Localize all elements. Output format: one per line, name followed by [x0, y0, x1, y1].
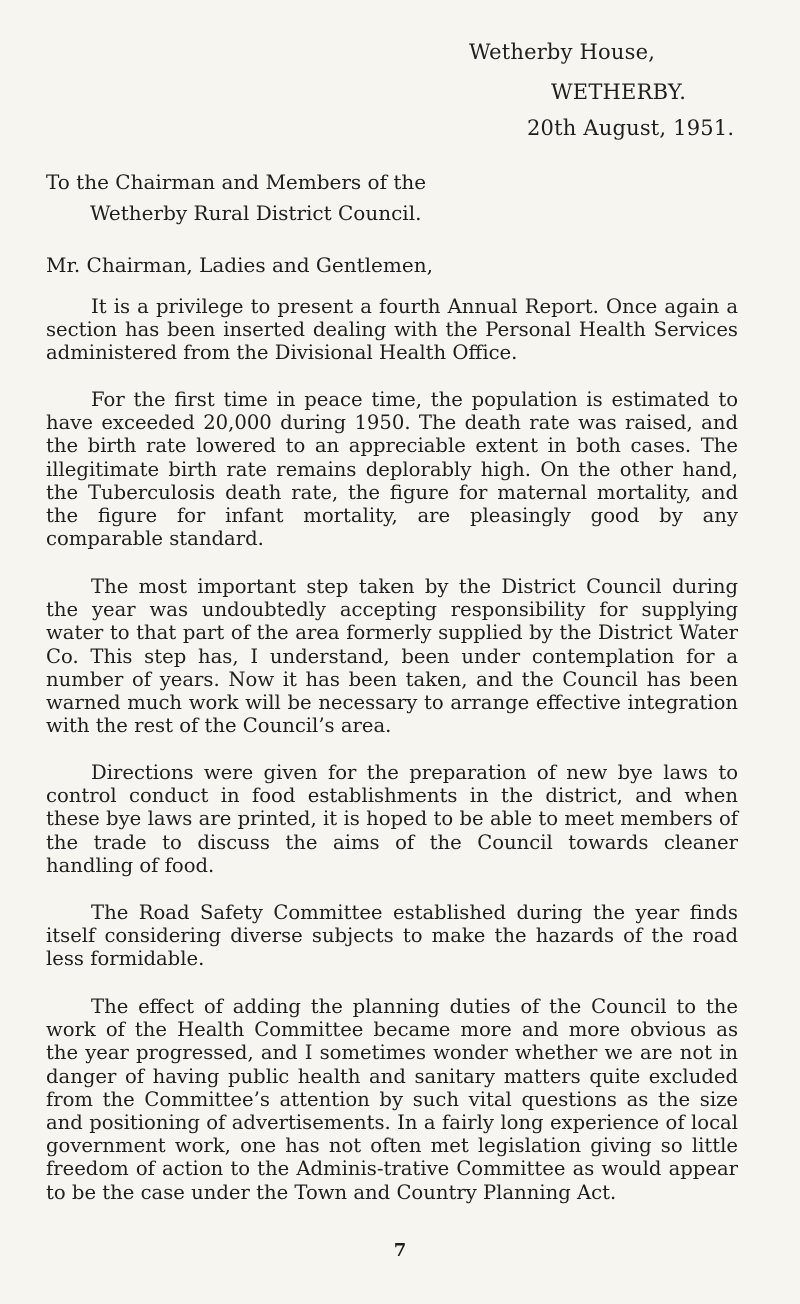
paragraph-3: The most important step taken by the District Council during the year was undoubtedly accepting responsibility for supplying water to that part of the area formerly supplied by the District Water Co. This step has, I understand, been under contemplation for a number of years. Now it has been taken, and the Council has been warned much work will be necessary to arrange effective integration with the rest of the Council’s area. — [46, 575, 738, 738]
paragraph-6: The effect of adding the planning duties of the Council to the work of the Health Committee became more and more obvious as the year progressed, and I sometimes wonder whether we are not in danger of having public health and sanitary matters quite excluded from the Committee’s attention by such vital questions as the size and positioning of advertisements. In a fairly long experience of local government work, one has not often met legislation giving so little freedom of action to the Adminis-trative Committee as would appear to be the case under the Town and Country Planning Act. — [46, 995, 738, 1204]
paragraph-4: Directions were given for the preparation of new bye laws to control conduct in food establishments in the district, and when these bye laws are printed, it is hoped to be able to meet members of the trade to discuss the aims of the Council towards cleaner handling of food. — [46, 761, 738, 877]
address-line-1: Wetherby House, — [469, 40, 656, 64]
paragraph-1: It is a privilege to present a fourth Annual Report. Once again a section has been inserted dealing with the Personal Health Services administered from the Divisional Health Office. — [46, 295, 738, 365]
greeting: Mr. Chairman, Ladies and Gentlemen, — [46, 253, 433, 277]
paragraph-2: For the first time in peace time, the population is estimated to have exceeded 20,000 during 1950. The death rate was raised, and the birth rate lowered to an appreciable extent in both cases. The illegitimate birth rate remains deplorably high. On the other hand, the Tuberculosis death rate, the figure for maternal mortality, and the figure for infant mortality, are pleasingly good by any comparable standard. — [46, 388, 738, 551]
address-line-2: WETHERBY. — [551, 80, 687, 104]
page-number: 7 — [393, 1240, 407, 1261]
paragraph-5: The Road Safety Committee established during the year finds itself considering diverse subjects to make the hazards of the road less formidable. — [46, 901, 738, 971]
letter-date: 20th August, 1951. — [527, 116, 735, 140]
recipient-line-1: To the Chairman and Members of the — [46, 170, 427, 194]
recipient-line-2: Wetherby Rural District Council. — [90, 201, 422, 225]
